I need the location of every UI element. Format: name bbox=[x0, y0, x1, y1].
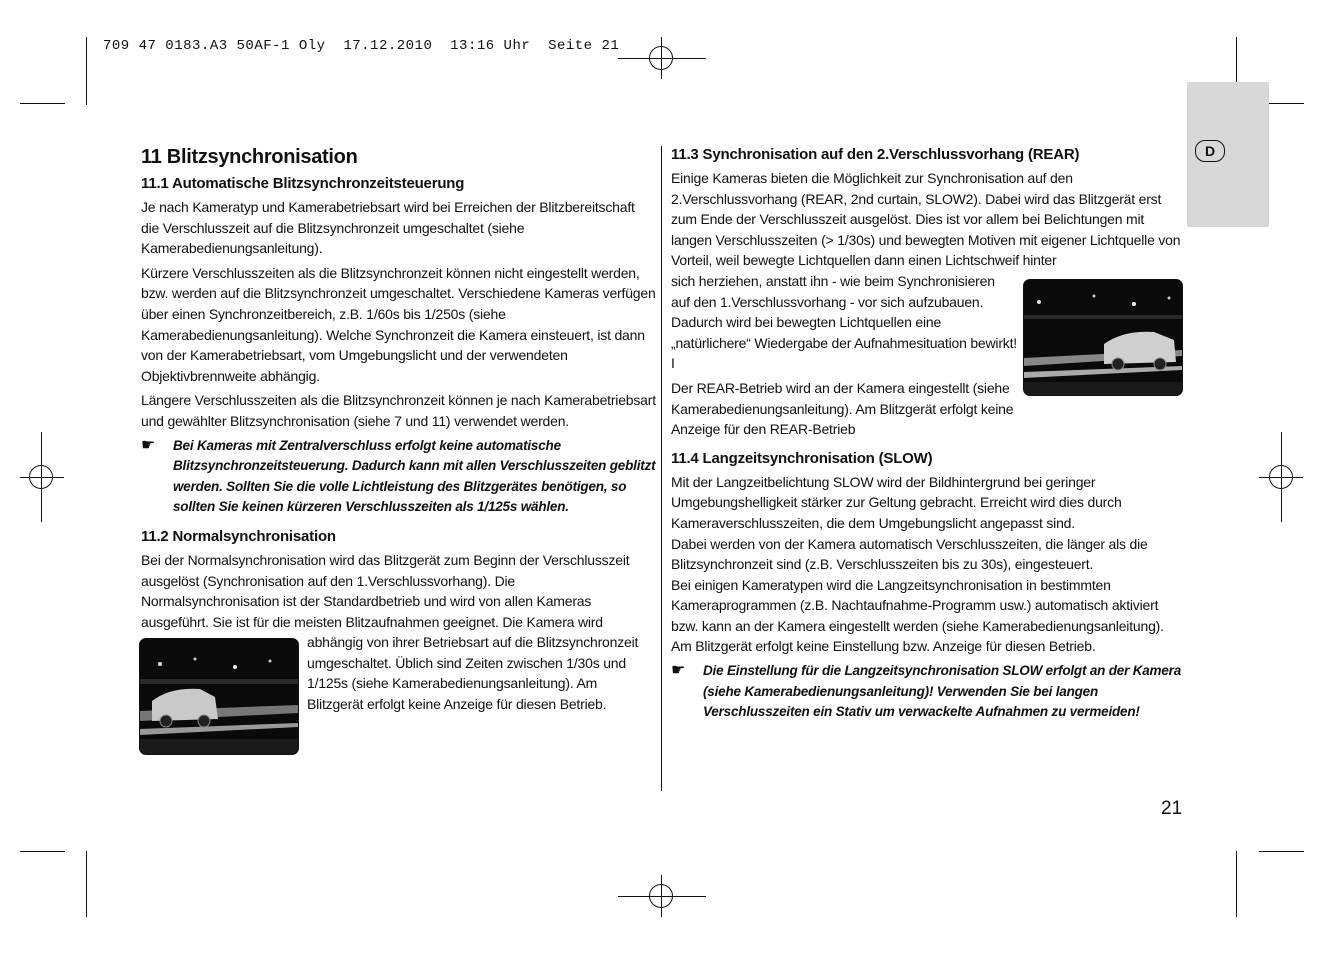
note-text: Bei Kameras mit Zentralverschluss erfolgt keine automatische Blitzsynchronzeitsteuerung. Dadurch kann mit allen Verschlusszeiten geblitzt werden. Sollten Sie die volle Lichtleistung des Blitzgerätes benötigen, so sollten Sie keinen kürzeren Verschlusszeiten als 1/125s wählen. bbox=[173, 437, 656, 515]
crop-mark bbox=[20, 103, 65, 104]
paragraph: Dabei werden von der Kamera automatisch Verschlusszeiten, die länger als die Blitzsynchronzeit sind (z.B. Verschlusszeiten bis zu 30s), eingesteuert. bbox=[671, 535, 1148, 573]
crop-mark bbox=[86, 37, 87, 105]
paragraph: sich herziehen, anstatt ihn - wie beim Synchronisieren auf den 1.Verschlussvorhang - vor sich aufzubauen. Dadurch wird bei bewegten Lichtquellen eine „natürlichere“ Wiedergabe der Aufnahmesituation bewirkt! I bbox=[671, 272, 1017, 372]
crop-mark bbox=[1259, 851, 1304, 852]
note bbox=[671, 661, 1183, 723]
paragraph: Einige Kameras bieten die Möglichkeit zur Synchronisation auf den 2.Verschlussvorhang (REAR, 2nd curtain, SLOW2). Dabei wird das Blitzgerät erst zum Ende der Verschlusszeit ausgelöst. Dies ist vor allem bei Belichtungen mit langen Verschlusszeiten (> 1/30s) und bewegten Motiven mit eigener Lichtquelle von Vorteil, weil bewegte Lichtquellen dann einen Lichtschweif hinter bbox=[671, 170, 1181, 269]
crop-mark bbox=[20, 851, 65, 852]
crop-mark bbox=[86, 851, 87, 917]
paragraph: Längere Verschlusszeiten als die Blitzsynchronzeit können je nach Kamerabetriebsart und gewählter Blitzsynchronisation (siehe 7 und 11) verwendet werden. bbox=[141, 392, 656, 429]
car-photo-icon bbox=[1023, 279, 1183, 396]
paragraph: Mit der Langzeitbelichtung SLOW wird der Bildhintergrund bei geringer Umgebungshelligkeit stärker zur Geltung gebracht. Erreicht wird dies durch Kameraverschlusszeiten, die dem Umgebungslicht angepasst sind. bbox=[671, 473, 1122, 531]
section-heading-11-4: 11.4 Langzeitsynchronisation (SLOW) bbox=[671, 449, 933, 467]
note bbox=[141, 436, 656, 518]
print-slug: 709 47 0183.A3 50AF-1 Oly 17.12.2010 13:16 Uhr Seite 21 bbox=[103, 38, 620, 54]
section-heading-11-2: 11.2 Normalsynchronisation bbox=[141, 527, 336, 545]
paragraph: abhängig von ihrer Betriebsart auf die Blitzsynchronzeit umgeschaltet. Üblich sind Zeiten zwischen 1/30s und 1/125s (siehe Kamerabedienungsanleitung). Am Blitzgerät erfolgt keine Anzeige für diesen Betrieb. bbox=[307, 634, 639, 713]
night-photo-normal-sync bbox=[139, 638, 299, 760]
note-text: Die Einstellung für die Langzeitsynchronisation SLOW erfolgt an der Kamera (siehe Kamerabedienungsanleitung)! Verwenden Sie bei langen Verschlusszeiten ein Stativ um verwackelte Aufnahmen zu vermeiden! bbox=[703, 663, 1182, 720]
language-badge: D bbox=[1195, 140, 1225, 162]
chapter-title: 11 Blitzsynchronisation bbox=[141, 146, 358, 168]
column-divider bbox=[661, 146, 662, 791]
paragraph: Bei einigen Kameratypen wird die Langzeitsynchronisation in bestimmten Kameraprogrammen (z.B. Nachtaufnahme-Programm usw.) automatisch aktiviert bzw. kann an der Kamera eingestellt werden (siehe Kamerabedienungsanleitung). Am Blitzgerät erfolgt keine Einstellung bzw. Anzeige für diesen Betrieb. bbox=[671, 576, 1164, 655]
night-photo-rear-sync bbox=[1023, 279, 1183, 401]
paragraph: Bei der Normalsynchronisation wird das Blitzgerät zum Beginn der Verschlusszeit ausgelöst (Synchronisation auf den 1.Verschlussvorhang). Die Normalsynchronisation ist der Standardbetrieb und wird von allen Kameras ausgeführt. Sie ist für die meisten Blitzaufnahmen geeignet. Die Kamera wird bbox=[141, 551, 630, 630]
section-heading-11-1: 11.1 Automatische Blitzsynchronzeitsteuerung bbox=[141, 175, 465, 192]
paragraph: Der REAR-Betrieb wird an der Kamera eingestellt (siehe Kamerabedienungsanleitung). Am Blitzgerät erfolgt keine Anzeige für den REAR-Betrieb bbox=[671, 379, 1014, 438]
pointing-hand-icon: ☛ bbox=[671, 662, 686, 680]
paragraph: Je nach Kameratyp und Kamerabetriebsart wird bei Erreichen der Blitzbereitschaft die Verschlusszeit auf die Blitzsynchronzeit umgeschaltet (siehe Kamerabedienungsanleitung). bbox=[141, 199, 635, 257]
left-column bbox=[141, 146, 656, 760]
section-heading-11-3: 11.3 Synchronisation auf den 2.Verschlussvorhang (REAR) bbox=[671, 146, 1080, 163]
car-photo-icon bbox=[139, 638, 299, 755]
right-column bbox=[671, 146, 1183, 733]
page-number: 21 bbox=[1161, 798, 1183, 819]
crop-mark bbox=[1236, 851, 1237, 917]
paragraph: Kürzere Verschlusszeiten als die Blitzsynchronzeit können nicht eingestellt werden, bzw. werden auf die Blitzsynchronzeit umgeschaltet. Verschiedene Kameras verfügen über einen Synchronzeitbereich, z.B. 1/60s bis 1/250s (siehe Kamerabedienungsanleitung). Welche Synchronzeit die Kamera einsteuert, ist dann von der Kamerabetriebsart, vom Umgebungslicht und der verwendeten Objektivbrennweite abhängig. bbox=[141, 264, 656, 384]
pointing-hand-icon: ☛ bbox=[141, 436, 156, 454]
